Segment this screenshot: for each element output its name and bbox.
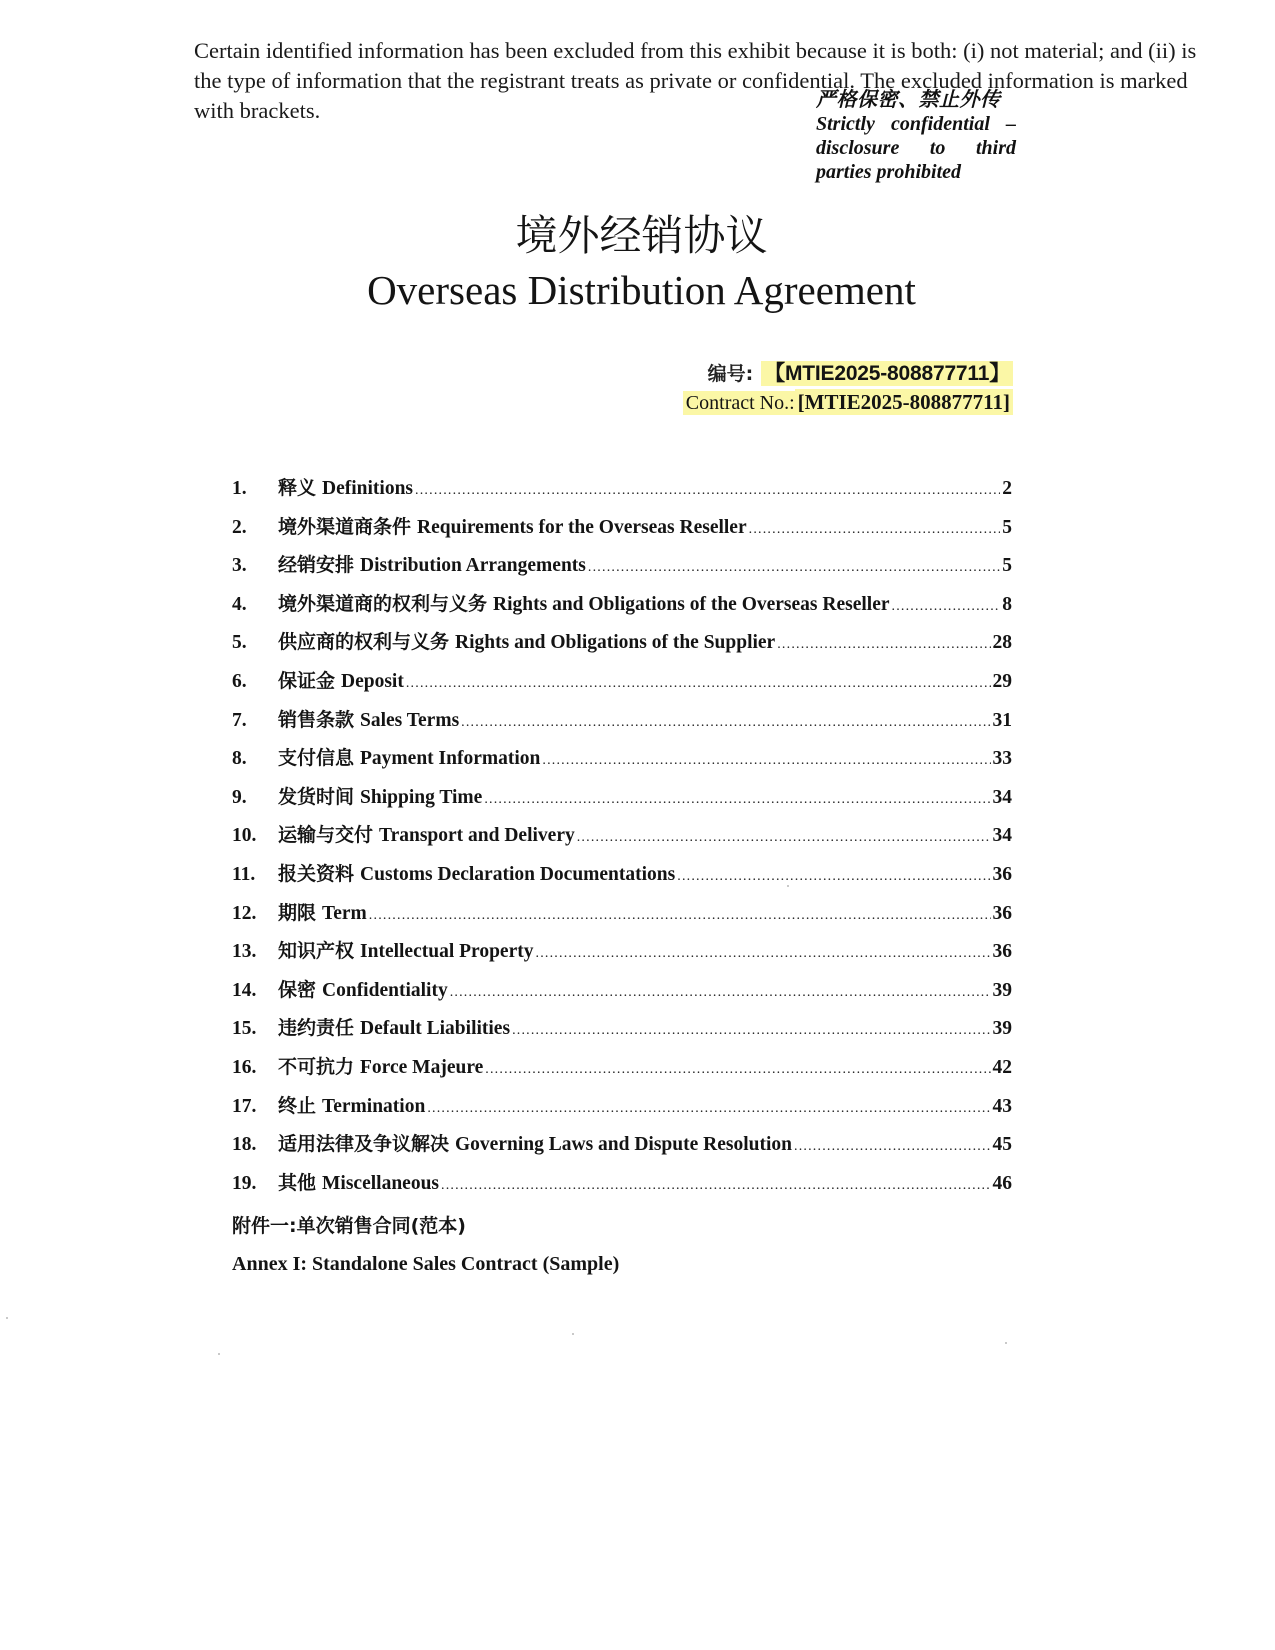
toc-entry-number: 4. bbox=[232, 593, 247, 615]
toc-entry-title-cn: 发货时间 bbox=[278, 785, 355, 808]
toc-entry-page: 5 bbox=[1002, 516, 1012, 538]
toc-entry-title-en: Customs Declaration Documentations bbox=[360, 863, 676, 885]
contract-number-en-line bbox=[683, 388, 1013, 416]
toc-entry-title-cn: 不可抗力 bbox=[278, 1055, 355, 1078]
toc-entry-number: 19. bbox=[232, 1172, 257, 1194]
toc-entry-page: 8 bbox=[1002, 593, 1012, 615]
toc-dot-leader bbox=[542, 753, 990, 769]
toc-entry-title bbox=[278, 512, 747, 539]
table-of-contents bbox=[232, 473, 1012, 1206]
toc-entry-number: 15. bbox=[232, 1018, 257, 1040]
toc-dot-leader bbox=[450, 985, 991, 1001]
toc-entry[interactable] bbox=[232, 1052, 1012, 1091]
toc-entry-title-cn: 适用法律及争议解决 bbox=[278, 1133, 450, 1156]
toc-entry-page: 36 bbox=[992, 941, 1012, 963]
contract-number-value-en: [MTIE2025-808877711] bbox=[795, 389, 1013, 415]
toc-entry-title-en: Sales Terms bbox=[360, 709, 460, 731]
toc-entry-number: 9. bbox=[232, 786, 247, 808]
confidential-stamp bbox=[816, 88, 1016, 184]
toc-entry-page: 46 bbox=[992, 1172, 1012, 1194]
contract-number-cn-line bbox=[683, 360, 1013, 388]
toc-entry-title bbox=[278, 1091, 425, 1118]
toc-entry-number: 2. bbox=[232, 516, 247, 538]
toc-entry-title bbox=[278, 975, 448, 1002]
toc-entry-title-en: Definitions bbox=[322, 478, 414, 499]
confidential-stamp-cn: 严格保密、禁止外传 bbox=[816, 89, 1001, 111]
toc-entry-page: 36 bbox=[992, 863, 1012, 885]
toc-entry-page: 42 bbox=[992, 1056, 1012, 1078]
toc-entry-title bbox=[278, 589, 890, 616]
toc-entry-title-cn: 销售条款 bbox=[278, 708, 355, 731]
toc-entry-title bbox=[278, 1052, 483, 1079]
toc-dot-leader bbox=[415, 483, 1000, 499]
toc-entry-title-cn: 境外渠道商条件 bbox=[278, 515, 412, 538]
toc-entry-number: 8. bbox=[232, 748, 247, 770]
document-title-cn: 境外经销协议 bbox=[515, 211, 768, 260]
toc-entry-title bbox=[278, 627, 775, 654]
toc-entry-page: 34 bbox=[992, 786, 1012, 808]
toc-entry-number: 7. bbox=[232, 709, 247, 731]
toc-entry-number: 16. bbox=[232, 1056, 257, 1078]
toc-entry-title-cn: 经销安排 bbox=[278, 554, 355, 577]
toc-entry[interactable] bbox=[232, 898, 1012, 937]
toc-entry-title-cn: 支付信息 bbox=[278, 747, 355, 770]
toc-entry-title-en: Miscellaneous bbox=[322, 1172, 440, 1194]
toc-entry-title-cn: 其他 bbox=[278, 1171, 317, 1194]
toc-entry-page: 45 bbox=[992, 1134, 1012, 1156]
toc-entry-title-en: Distribution Arrangements bbox=[360, 555, 586, 577]
toc-entry-number: 13. bbox=[232, 941, 257, 963]
annex-block bbox=[232, 1207, 619, 1283]
toc-entry-title-en: Rights and Obligations of the Overseas Reseller bbox=[493, 593, 890, 615]
toc-entry-title bbox=[278, 705, 459, 732]
toc-entry-title-en: Intellectual Property bbox=[360, 941, 534, 963]
toc-entry-number: 14. bbox=[232, 979, 257, 1001]
toc-entry[interactable] bbox=[232, 859, 1012, 898]
scan-speck bbox=[787, 885, 789, 887]
toc-entry-title-cn: 报关资料 bbox=[278, 862, 355, 885]
toc-entry-title-cn: 知识产权 bbox=[278, 940, 355, 963]
toc-entry[interactable] bbox=[232, 1129, 1012, 1168]
contract-number-block bbox=[683, 360, 1013, 416]
toc-dot-leader bbox=[588, 560, 1000, 576]
toc-dot-leader bbox=[749, 522, 1001, 538]
toc-entry-title bbox=[278, 820, 575, 847]
document-title-en: Overseas Distribution Agreement bbox=[367, 267, 916, 313]
toc-dot-leader bbox=[427, 1101, 990, 1117]
toc-entry-title-en: Force Majeure bbox=[360, 1056, 484, 1078]
confidential-stamp-line1: Strictly confidential – bbox=[816, 113, 1016, 135]
toc-entry-page: 31 bbox=[992, 709, 1012, 731]
toc-entry[interactable] bbox=[232, 550, 1012, 589]
toc-entry-title-cn: 供应商的权利与义务 bbox=[278, 631, 450, 654]
contract-number-label-en: Contract No.: bbox=[683, 391, 795, 415]
toc-entry-number: 17. bbox=[232, 1095, 257, 1117]
toc-entry[interactable] bbox=[232, 782, 1012, 821]
scan-speck bbox=[572, 1333, 574, 1335]
toc-dot-leader bbox=[577, 830, 991, 846]
toc-entry-number: 10. bbox=[232, 825, 257, 847]
toc-entry-title-en: Termination bbox=[322, 1095, 426, 1117]
toc-entry-title-en: Transport and Delivery bbox=[379, 825, 575, 847]
toc-entry-title-en: Requirements for the Overseas Reseller bbox=[417, 516, 747, 538]
toc-dot-leader bbox=[794, 1139, 991, 1155]
toc-entry-title bbox=[278, 473, 413, 500]
toc-entry[interactable] bbox=[232, 1168, 1012, 1207]
toc-entry-title-en: Default Liabilities bbox=[360, 1018, 511, 1040]
toc-entry-title-cn: 运输与交付 bbox=[278, 824, 374, 847]
scan-speck bbox=[1005, 1342, 1007, 1344]
annex-title-en: Annex I: Standalone Sales Contract (Sample) bbox=[232, 1253, 620, 1275]
toc-dot-leader bbox=[777, 637, 990, 653]
toc-entry[interactable] bbox=[232, 936, 1012, 975]
toc-dot-leader bbox=[677, 869, 990, 885]
toc-entry[interactable] bbox=[232, 820, 1012, 859]
toc-entry-page: 29 bbox=[992, 670, 1012, 692]
toc-entry-title bbox=[278, 936, 534, 963]
toc-entry-title bbox=[278, 1168, 439, 1195]
toc-entry-title-cn: 期限 bbox=[278, 901, 317, 924]
toc-entry-title-en: Payment Information bbox=[360, 748, 541, 770]
toc-entry[interactable] bbox=[232, 512, 1012, 551]
toc-entry-title-en: Confidentiality bbox=[322, 979, 448, 1001]
toc-dot-leader bbox=[484, 792, 990, 808]
contract-number-value-cn: 【MTIE2025-808877711】 bbox=[761, 361, 1013, 386]
toc-entry-title-cn: 释义 bbox=[278, 477, 317, 499]
toc-entry-page: 39 bbox=[992, 1018, 1012, 1040]
toc-entry-title bbox=[278, 666, 404, 693]
toc-entry-page: 33 bbox=[992, 748, 1012, 770]
toc-entry-title-cn: 违约责任 bbox=[278, 1017, 355, 1040]
toc-entry-number: 3. bbox=[232, 555, 247, 577]
toc-entry-number: 12. bbox=[232, 902, 257, 924]
toc-entry-number: 6. bbox=[232, 670, 247, 692]
toc-entry-page: 2 bbox=[1002, 478, 1012, 499]
toc-entry-title bbox=[278, 1129, 792, 1156]
toc-entry-number: 11. bbox=[232, 863, 256, 885]
toc-entry-title-cn: 境外渠道商的权利与义务 bbox=[278, 592, 488, 615]
toc-entry[interactable] bbox=[232, 1091, 1012, 1130]
toc-entry[interactable] bbox=[232, 743, 1012, 782]
toc-dot-leader bbox=[485, 1062, 990, 1078]
contract-number-label-cn: 编号: bbox=[707, 363, 754, 385]
toc-dot-leader bbox=[512, 1023, 990, 1039]
toc-entry-title bbox=[278, 743, 540, 770]
toc-entry-title-en: Deposit bbox=[341, 670, 404, 692]
confidential-stamp-line2: disclosure to third bbox=[816, 137, 1016, 159]
toc-entry-title-cn: 保密 bbox=[278, 978, 317, 1001]
toc-entry-page: 36 bbox=[992, 902, 1012, 924]
toc-entry-title bbox=[278, 859, 675, 886]
toc-entry-title-cn: 终止 bbox=[278, 1094, 317, 1117]
toc-entry[interactable] bbox=[232, 627, 1012, 666]
toc-entry-title-cn: 保证金 bbox=[278, 669, 336, 692]
toc-entry[interactable] bbox=[232, 1013, 1012, 1052]
toc-entry-title bbox=[278, 1013, 510, 1040]
toc-dot-leader bbox=[892, 599, 1001, 615]
toc-entry-page: 43 bbox=[992, 1095, 1012, 1117]
toc-dot-leader bbox=[461, 715, 990, 731]
toc-entry[interactable] bbox=[232, 975, 1012, 1014]
toc-entry[interactable] bbox=[232, 473, 1012, 512]
toc-entry-page: 34 bbox=[992, 825, 1012, 847]
toc-entry[interactable] bbox=[232, 589, 1012, 628]
scan-speck bbox=[218, 1353, 220, 1355]
toc-dot-leader bbox=[441, 1178, 990, 1194]
toc-entry-title-en: Shipping Time bbox=[360, 786, 483, 808]
toc-entry[interactable] bbox=[232, 705, 1012, 744]
toc-entry-title bbox=[278, 782, 482, 809]
toc-dot-leader bbox=[369, 908, 991, 924]
toc-entry-title bbox=[278, 550, 586, 577]
scan-speck bbox=[6, 1317, 8, 1319]
toc-entry-title-en: Governing Laws and Dispute Resolution bbox=[455, 1134, 792, 1156]
confidential-stamp-line3: parties prohibited bbox=[816, 161, 962, 183]
toc-dot-leader bbox=[406, 676, 991, 692]
toc-entry[interactable] bbox=[232, 666, 1012, 705]
toc-entry-title-en: Rights and Obligations of the Supplier bbox=[455, 632, 776, 654]
toc-entry-title bbox=[278, 898, 367, 925]
toc-entry-page: 39 bbox=[992, 979, 1012, 1001]
annex-title-cn: 附件一:单次销售合同(范本) bbox=[232, 1215, 466, 1237]
toc-entry-number: 5. bbox=[232, 632, 247, 654]
toc-entry-page: 28 bbox=[992, 632, 1012, 654]
toc-entry-title-en: Term bbox=[322, 902, 367, 924]
toc-entry-number: 18. bbox=[232, 1134, 257, 1156]
toc-entry-number: 1. bbox=[232, 478, 247, 499]
toc-entry-page: 5 bbox=[1002, 555, 1012, 577]
toc-dot-leader bbox=[536, 946, 991, 962]
exclusion-notice: Certain identified information has been excluded from this exhibit because it is both: (i) not material; and (ii) is the type of information that the registrant treats as private or confidential. The excluded information is marked with brackets. bbox=[194, 38, 1197, 123]
